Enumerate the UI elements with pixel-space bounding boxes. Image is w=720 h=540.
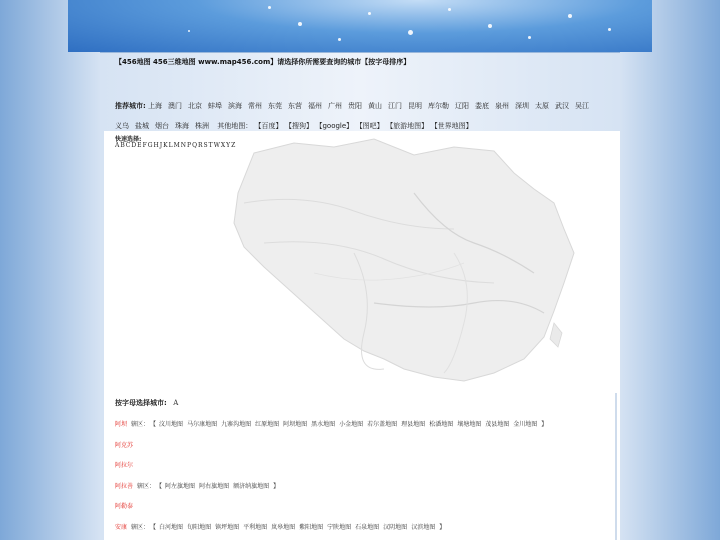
district-link[interactable]: 红原地图 [255,421,280,428]
city-link[interactable]: 娄底 [475,102,490,110]
city-name-link[interactable]: 阿勒泰 [115,503,134,510]
city-link[interactable]: 昆明 [408,102,423,110]
city-row [115,481,282,490]
letter-link[interactable]: M [173,142,180,149]
bracket-open: 【 [159,482,163,490]
other-map-link[interactable]: 【搜狗】 [288,122,313,130]
district-link[interactable]: 若尔盖地图 [367,421,398,428]
district-link[interactable]: 壤塘地图 [457,421,482,428]
bracket-open: 【 [153,421,157,428]
bracket-close: 】 [541,421,548,428]
city-link[interactable]: 东营 [288,102,303,110]
letter-link[interactable]: K [163,142,168,149]
banner-divider [100,52,620,53]
other-map-link[interactable]: 【世界地图】 [434,122,473,130]
district-link[interactable]: 白河地图 [159,523,184,531]
district-link[interactable]: 额济纳旗地图 [233,482,270,490]
letter-link[interactable]: G [147,142,153,149]
other-map-link[interactable]: 【图吧】 [359,122,384,130]
bracket-close: 】 [273,482,280,490]
letter-link[interactable]: J [159,142,163,149]
district-link[interactable]: 平利地图 [243,523,268,531]
district-link[interactable]: 黑水地图 [311,421,336,428]
district-link[interactable]: 镇坪地图 [215,523,240,531]
bracket-open: 【 [153,523,157,531]
current-letter: A [173,399,179,407]
city-name-link[interactable]: 安康 [115,523,128,531]
city-link[interactable]: 武汉 [555,102,570,110]
quick-select-letters [115,142,236,149]
letter-link[interactable]: P [187,142,192,149]
letter-link[interactable]: C [125,142,131,149]
district-label: 辖区： [131,523,150,531]
district-link[interactable]: 旬阳地图 [187,523,212,531]
city-name-link[interactable]: 阿克苏 [115,441,134,449]
district-link[interactable]: 茂县地图 [485,421,510,428]
city-link[interactable]: 库尔勒 [428,102,450,110]
city-name-link[interactable]: 阿拉尔 [115,462,134,469]
city-row [115,522,448,531]
city-link[interactable]: 蚌埠 [208,102,223,110]
city-link[interactable]: 深圳 [515,102,530,110]
district-link[interactable]: 阿左旗地图 [165,482,196,490]
city-row [115,440,137,449]
district-link[interactable]: 汶川地图 [159,421,184,428]
other-map-link[interactable]: 【百度】 [254,122,283,130]
header-banner [68,0,652,52]
letter-section-title [115,398,178,408]
letter-link[interactable]: Y [226,142,231,149]
city-link[interactable]: 东莞 [268,102,283,110]
panel-right-edge [615,393,617,540]
district-link[interactable]: 小金地图 [339,421,364,428]
district-link[interactable]: 宁陕地图 [327,523,352,531]
letter-link[interactable]: N [180,142,187,149]
letter-link[interactable]: Z [231,142,236,149]
city-link[interactable]: 珠海 [175,122,189,130]
city-link[interactable]: 辽阳 [455,102,470,110]
letter-link[interactable]: S [203,142,208,149]
district-link[interactable]: 岚皋地图 [271,523,296,531]
city-link[interactable]: 黄山 [368,102,383,110]
city-link[interactable]: 澳门 [168,102,183,110]
letter-link[interactable]: B [120,142,125,149]
district-link[interactable]: 九寨沟地图 [221,421,252,428]
city-link[interactable]: 北京 [188,102,203,110]
recommended-cities [115,96,605,136]
other-map-link[interactable]: 【google】 [318,122,354,130]
letter-link[interactable]: E [137,142,142,149]
other-map-link[interactable]: 【旅游地图】 [389,122,429,130]
district-link[interactable]: 金川地图 [513,421,538,428]
city-name-link[interactable]: 阿拉善 [115,482,134,490]
letter-link[interactable]: X [220,142,226,149]
city-link[interactable]: 滨海 [228,102,243,110]
district-link[interactable]: 阿坝地图 [283,421,308,428]
city-name-link[interactable]: 阿坝 [115,421,128,428]
district-link[interactable]: 石泉地图 [355,523,380,531]
city-link[interactable]: 贵阳 [348,102,363,110]
letter-link[interactable]: W [213,142,220,149]
district-link[interactable]: 汉阴地图 [383,523,408,531]
city-row [115,460,137,469]
other-maps-label: 其他地图： [217,122,253,130]
city-row [115,419,550,428]
letter-link[interactable]: A [115,142,120,149]
letter-link[interactable]: H [153,142,159,149]
letter-link[interactable]: Q [192,142,198,149]
china-map-image [214,133,614,395]
district-label: 辖区： [137,482,156,490]
district-link[interactable]: 汉滨地图 [411,523,436,531]
city-link[interactable]: 泉州 [495,102,510,110]
quick-select-title: 快速选择: [115,136,142,143]
page-header-text: 【456地图 456三维地图 www.map456.com】请选择你所需要查询的城市【按字母排序】 [115,58,411,66]
city-link[interactable]: 常州 [248,102,263,110]
city-link[interactable]: 太原 [535,102,550,110]
city-link[interactable]: 株洲 [195,122,209,130]
letter-link[interactable]: T [208,142,213,149]
city-link[interactable]: 义乌 [115,122,129,130]
city-link[interactable]: 上海 [148,102,163,110]
city-link[interactable]: 广州 [328,102,343,110]
district-link[interactable]: 理县地图 [401,421,426,428]
city-link[interactable]: 福州 [308,102,323,110]
letter-link[interactable]: F [142,142,147,149]
city-link[interactable]: 吴江 [575,102,590,110]
district-link[interactable]: 马尔康地图 [187,421,218,428]
letter-link[interactable]: D [131,142,137,149]
city-row [115,501,137,510]
letter-link[interactable]: L [168,142,173,149]
district-link[interactable]: 紫阳地图 [299,523,324,531]
city-link[interactable]: 江门 [388,102,403,110]
bracket-close: 】 [439,523,446,531]
city-link[interactable]: 烟台 [155,122,169,130]
district-link[interactable]: 阿右旗地图 [199,482,230,490]
district-label: 辖区： [131,421,150,428]
letter-section-label: 按字母选择城市: [115,399,167,407]
district-link[interactable]: 松潘地图 [429,421,454,428]
city-link[interactable]: 盐城 [135,122,149,130]
letter-link[interactable]: R [198,142,203,149]
recommended-cities-label: 推荐城市: [115,102,146,110]
